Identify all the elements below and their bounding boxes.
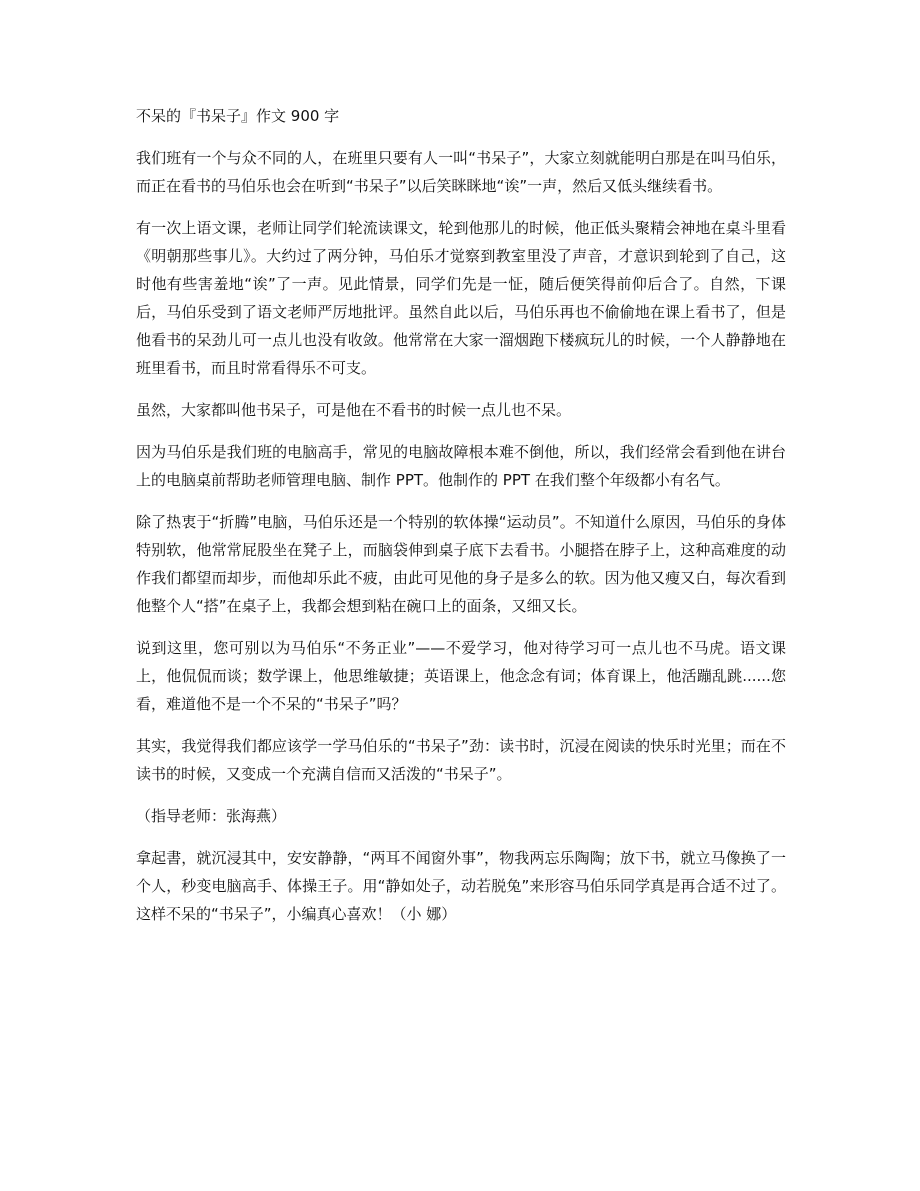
paragraph-conclusion: 其实，我觉得我们都应该学一学马伯乐的“书呆子”劲：读书时，沉浸在阅读的快乐时光里；而在不读书的时候，又变成一个充满自信而又活泼的“书呆子”。 [136, 737, 786, 783]
paragraph-intro: 我们班有一个与众不同的人，在班里只要有人一叫“书呆子”，大家立刻就能明白那是在叫马伯乐，而正在看书的马伯乐也会在听到“书呆子”以后笑眯眯地“诶”一声，然后又低头继续看书。 [136, 149, 786, 195]
paragraph-teacher: （指导老师：张海燕） [136, 807, 287, 825]
paragraph-chinese-class: 有一次上语文课，老师让同学们轮流读课文，轮到他那儿的时候，他正低头聚精会神地在桌斗里看《明朝那些事儿》。大约过了两分钟，马伯乐才觉察到教室里没了声音，才意识到轮到了自己，这时他有些害羞地“诶”了一声。见此情景，同学们先是一怔，随后便笑得前仰后合了。自然，下课后，马伯乐受到了语文老师严厉地批评。虽然自此以后，马伯乐再也不偷偷地在课上看书了，但是他看书的呆劲儿可一点儿也没有收敛。他常常在大家一溜烟跑下楼疯玩儿的时候，一个人静静地在班里看书，而且时常看得乐不可支。 [136, 219, 786, 377]
paragraph-editor-comment: 拿起書，就沉浸其中，安安静静，“两耳不闻窗外事”，物我两忘乐陶陶；放下书，就立马像换了一个人，秒变电脑高手、体操王子。用“静如处子，动若脱兔”来形容马伯乐同学真是再合适不过了。这样不呆的“书呆子”，小编真心喜欢！（小 娜） [136, 849, 786, 923]
paragraph-flexible-body: 除了热衷于“折腾”电脑，马伯乐还是一个特别的软体操“运动员”。不知道什么原因，马伯乐的身体特别软，他常常屁股坐在凳子上，而脑袋伸到桌子底下去看书。小腿搭在脖子上，这种高难度的动作我们都望而却步，而他却乐此不疲，由此可见他的身子是多么的软。因为他又瘦又白，每次看到他整个人“搭”在桌子上，我都会想到粘在碗口上的面条，又细又长。 [136, 513, 786, 615]
document-title: 不呆的『书呆子』作文 900 字 [136, 107, 340, 125]
document-body [136, 102, 786, 942]
paragraph-not-dull: 虽然，大家都叫他书呆子，可是他在不看书的时候一点儿也不呆。 [136, 401, 572, 419]
paragraph-computer-expert: 因为马伯乐是我们班的电脑高手，常见的电脑故障根本难不倒他，所以，我们经常会看到他在讲台上的电脑桌前帮助老师管理电脑、制作 PPT。他制作的 PPT 在我们整个年级都小有名气。 [136, 443, 786, 489]
paragraph-studies: 说到这里，您可别以为马伯乐“不务正业”——不爱学习，他对待学习可一点儿也不马虎。语文课上，他侃侃而谈；数学课上，他思维敏捷；英语课上，他念念有词；体育课上，他活蹦乱跳......您看，难道他不是一个不呆的“书呆子”吗？ [136, 639, 786, 713]
